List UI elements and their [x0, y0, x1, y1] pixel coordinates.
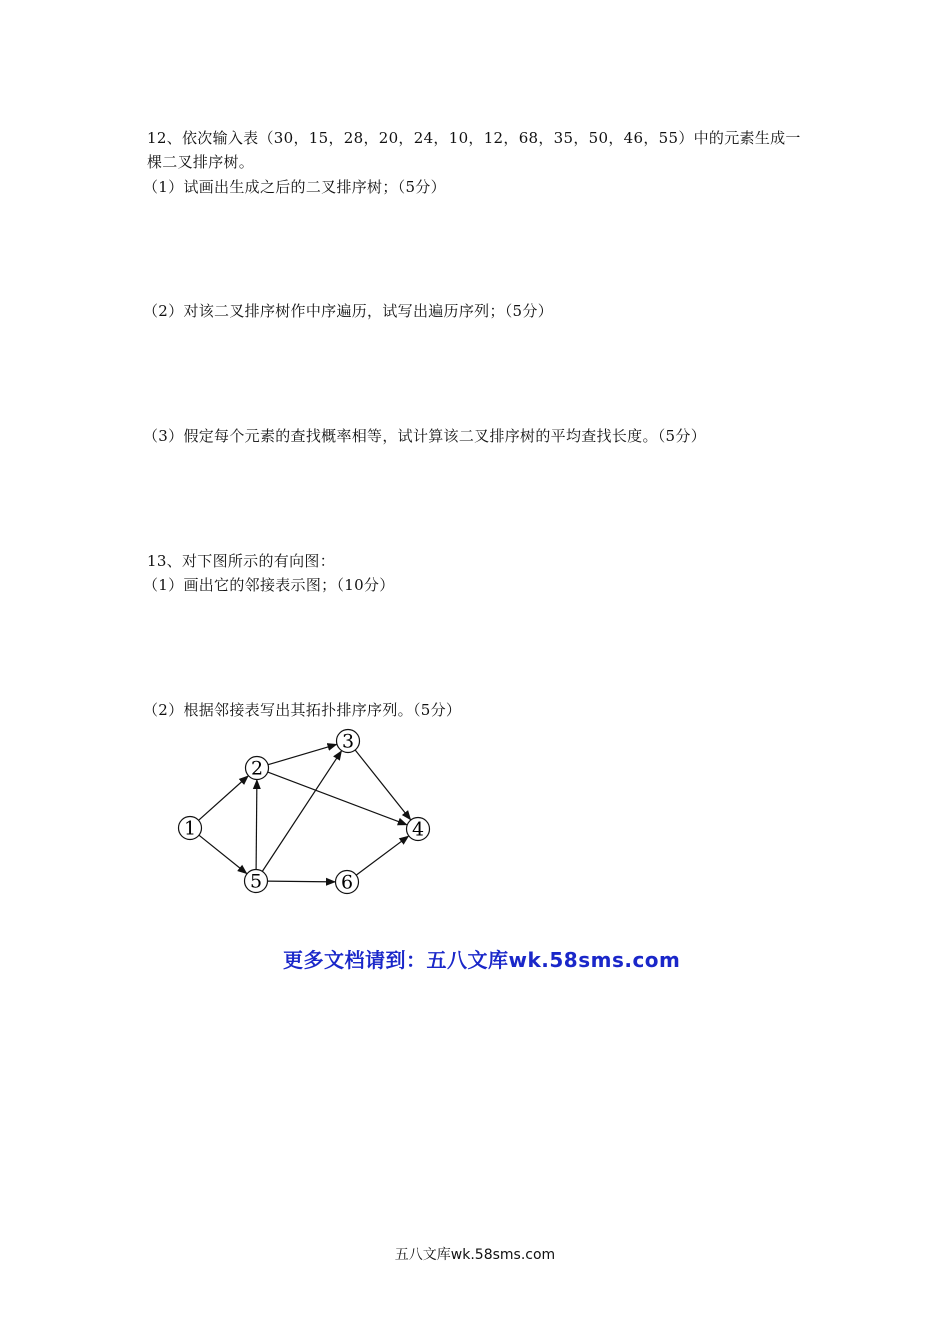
promo-link[interactable]: 更多文档请到：五八文库wk.58sms.com	[283, 948, 681, 972]
node-1-label: 1	[183, 817, 197, 840]
edge-5-2	[256, 780, 257, 870]
node-5-label: 5	[249, 870, 263, 893]
q13-part2: （2）根据邻接表写出其拓扑排序序列。（5分）	[143, 701, 462, 719]
edge-2-4	[268, 772, 407, 825]
q13-part1: （1）画出它的邻接表示图；（10分）	[143, 576, 395, 594]
q12-part2: （2）对该二叉排序树作中序遍历，试写出遍历序列；（5分）	[143, 302, 553, 320]
edge-2-3	[268, 744, 336, 764]
edge-1-2	[199, 776, 248, 820]
node-3-label: 3	[341, 730, 355, 753]
edge-5-6	[267, 881, 335, 882]
node-2-label: 2	[250, 757, 264, 780]
q12-stem-line1: 12、依次输入表（30，15，28，20，24，10，12，68，35，50，46，55）中的元素生成一	[147, 129, 801, 147]
node-6-label: 6	[340, 871, 354, 894]
node-4-label: 4	[411, 818, 425, 841]
edge-3-4	[355, 750, 410, 820]
edge-5-3	[262, 751, 341, 871]
q12-part1: （1）试画出生成之后的二叉排序树；（5分）	[143, 178, 446, 196]
directed-graph	[170, 725, 440, 900]
q13-stem: 13、对下图所示的有向图：	[147, 552, 335, 570]
q12-part3: （3）假定每个元素的查找概率相等，试计算该二叉排序树的平均查找长度。（5分）	[143, 427, 706, 445]
edge-1-5	[199, 835, 247, 873]
edge-6-4	[356, 836, 408, 875]
page-footer: 五八文库wk.58sms.com	[394, 1247, 556, 1263]
q12-stem-line2: 棵二叉排序树。	[147, 153, 255, 171]
